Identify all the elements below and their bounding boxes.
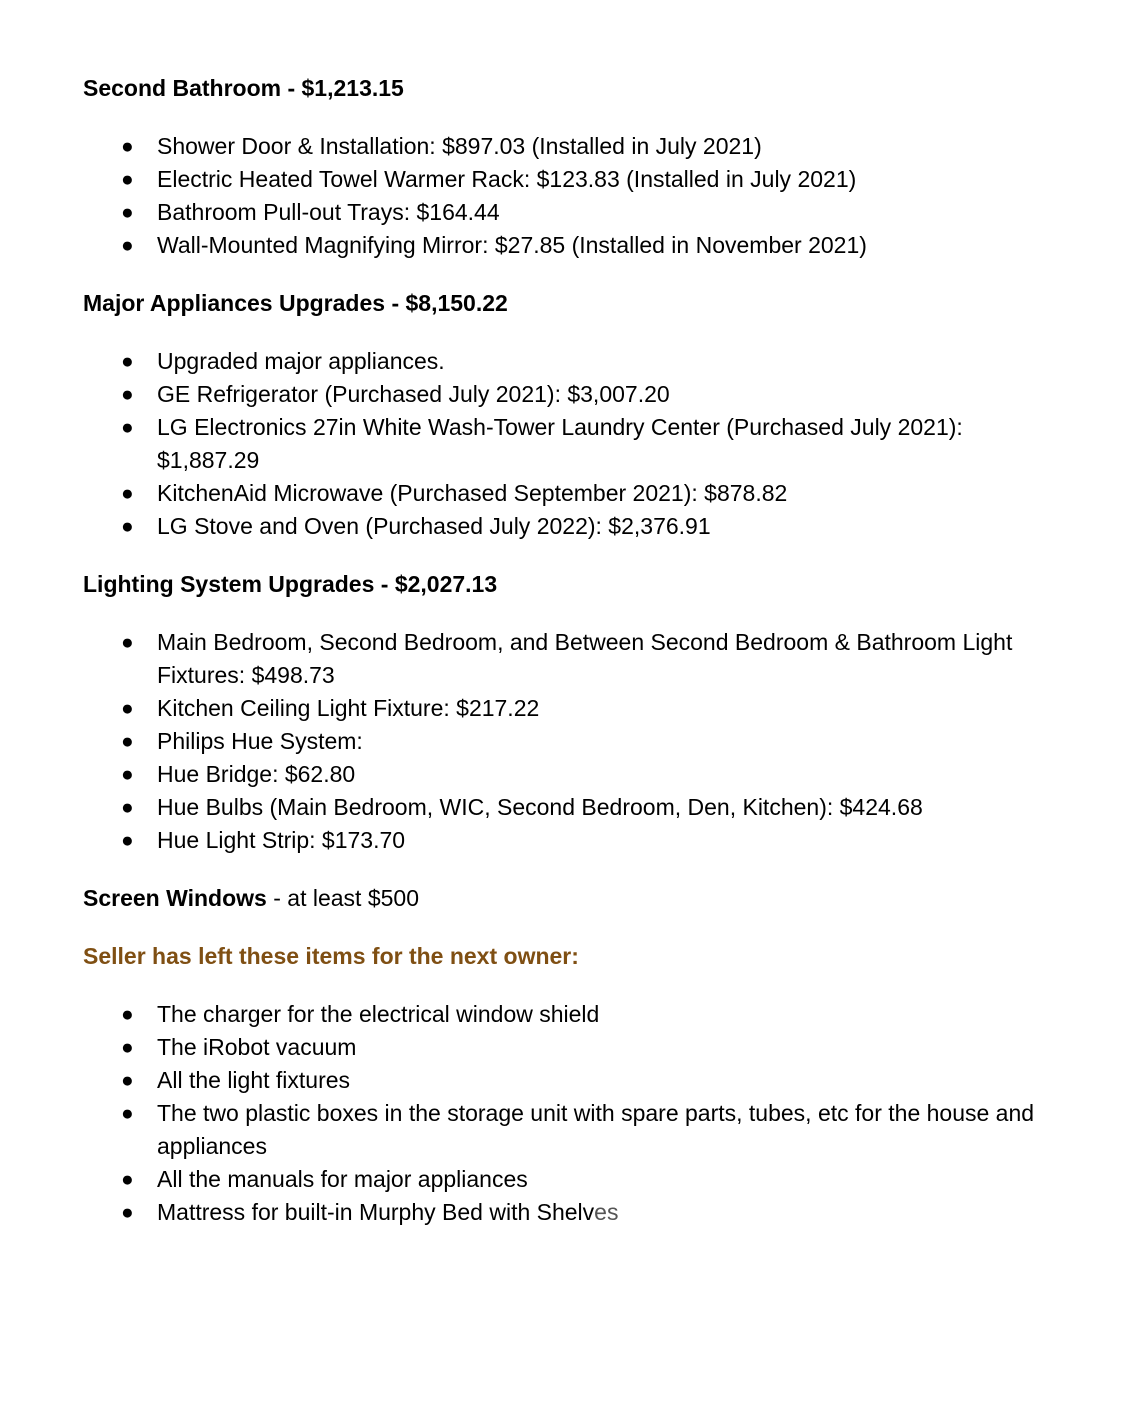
bullet-icon: ● [121,829,134,852]
bullet-icon: ● [121,234,134,257]
section-heading-screen-windows: Screen Windows - at least $500 [83,885,419,911]
bullet-icon: ● [121,1102,134,1125]
section-heading-major-appliances: Major Appliances Upgrades - $8,150.22 [83,290,508,316]
list-item: ● Philips Hue System: [83,725,1063,758]
list-item: ● LG Electronics 27in White Wash-Tower Laundry Center (Purchased July 2021): $1,887.29 [83,411,1063,477]
list-item: ● The iRobot vacuum [83,1031,1063,1064]
list-second-bathroom [83,130,1063,262]
bullet-icon: ● [121,1201,134,1224]
list-item: ● All the light fixtures [83,1064,1063,1097]
list-item: ● Bathroom Pull-out Trays: $164.44 [83,196,1063,229]
list-item: ● Shower Door & Installation: $897.03 (Installed in July 2021) [83,130,1063,163]
bullet-icon: ● [121,168,134,191]
bullet-icon: ● [121,763,134,786]
list-item: ● Main Bedroom, Second Bedroom, and Between Second Bedroom & Bathroom Light Fixtures: $498.73 [83,626,1063,692]
bullet-icon: ● [121,697,134,720]
bullet-icon: ● [121,201,134,224]
list-item: ● Mattress for built-in Murphy Bed with Shelves [83,1196,1063,1229]
list-item: ● Hue Bulbs (Main Bedroom, WIC, Second Bedroom, Den, Kitchen): $424.68 [83,791,1063,824]
document-page [83,72,1063,1254]
bullet-icon: ● [121,1036,134,1059]
bullet-icon: ● [121,1003,134,1026]
list-item: ● LG Stove and Oven (Purchased July 2022): $2,376.91 [83,510,1063,543]
bullet-icon: ● [121,482,134,505]
list-item: ● The two plastic boxes in the storage unit with spare parts, tubes, etc for the house and appliances [83,1097,1063,1163]
list-item: ● The charger for the electrical window shield [83,998,1063,1031]
list-item: ● Kitchen Ceiling Light Fixture: $217.22 [83,692,1063,725]
list-item: ● Wall-Mounted Magnifying Mirror: $27.85 (Installed in November 2021) [83,229,1063,262]
list-item: ● Hue Bridge: $62.80 [83,758,1063,791]
list-item: ● Upgraded major appliances. [83,345,1063,378]
bullet-icon: ● [121,730,134,753]
list-item: ● All the manuals for major appliances [83,1163,1063,1196]
list-item: ● Electric Heated Towel Warmer Rack: $123.83 (Installed in July 2021) [83,163,1063,196]
bullet-icon: ● [121,1168,134,1191]
list-lighting [83,626,1063,857]
list-major-appliances [83,345,1063,543]
list-item: ● GE Refrigerator (Purchased July 2021): $3,007.20 [83,378,1063,411]
section-heading-second-bathroom: Second Bathroom - $1,213.15 [83,75,404,101]
bullet-icon: ● [121,515,134,538]
bullet-icon: ● [121,796,134,819]
list-item: ● Hue Light Strip: $173.70 [83,824,1063,857]
bullet-icon: ● [121,631,134,654]
bullet-icon: ● [121,416,134,439]
bullet-icon: ● [121,383,134,406]
list-item: ● KitchenAid Microwave (Purchased September 2021): $878.82 [83,477,1063,510]
section-heading-seller-items: Seller has left these items for the next owner: [83,943,579,969]
list-seller-items [83,998,1063,1229]
bullet-icon: ● [121,135,134,158]
section-heading-lighting: Lighting System Upgrades - $2,027.13 [83,571,498,597]
bullet-icon: ● [121,350,134,373]
bullet-icon: ● [121,1069,134,1092]
